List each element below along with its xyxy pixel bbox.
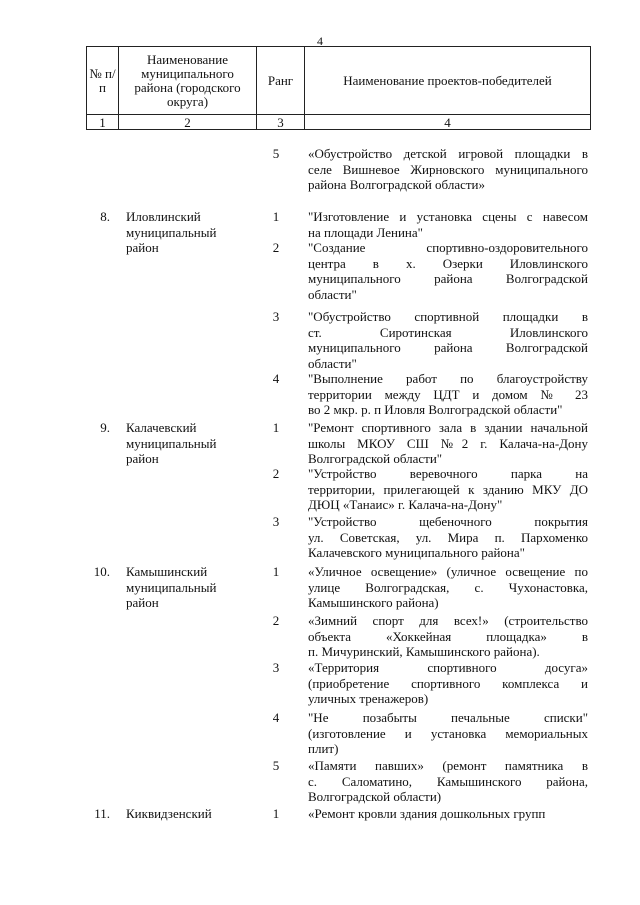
project-name <box>308 613 588 660</box>
rank-value: 1 <box>272 806 280 821</box>
project-line: с. Саломатино, Камышинского района, <box>308 773 588 789</box>
project-line: "Не позабыты печальные списки" <box>308 710 588 725</box>
project-line: «Обустройство детской игровой площадки в <box>308 146 588 161</box>
project-line: "Устройство веревочного парка на <box>308 466 588 481</box>
col-number-3: 3 <box>257 115 305 130</box>
project-line: во 2 мкр. р. п Иловля Волгоградской области" <box>308 402 563 417</box>
project-name <box>308 209 588 240</box>
project-name <box>308 660 588 707</box>
project-line: ул. Советская, ул. Мира п. Пархоменко <box>308 529 588 545</box>
rank-value: 1 <box>272 564 280 579</box>
project-name <box>308 758 588 805</box>
header-num: № п/п <box>87 47 119 115</box>
district-name: Камышинский <box>126 564 208 579</box>
project-line: (приобретение спортивного комплекса и <box>308 675 588 691</box>
header-rank: Ранг <box>257 47 305 115</box>
rank-value: 4 <box>272 371 280 386</box>
project-line: «Территория спортивного досуга» <box>308 660 588 675</box>
rank-value: 5 <box>272 146 280 161</box>
project-name <box>308 710 588 757</box>
project-line: "Изготовление и установка сцены с навесом <box>308 209 588 224</box>
rank-value: 2 <box>272 240 280 255</box>
project-name <box>308 240 588 302</box>
project-line: п. Мичуринский, Камышинского района). <box>308 644 540 659</box>
project-line: муниципального района Волгоградской <box>308 271 588 286</box>
project-line: улице Волгоградская, с. Чухонастовка, <box>308 579 588 595</box>
project-line: Камышинского района) <box>308 595 439 610</box>
project-line: «Уличное освещение» (уличное освещение по <box>308 564 588 579</box>
project-line: "Ремонт спортивного зала в здании начальной <box>308 420 588 435</box>
project-line: "Обустройство спортивной площадки в <box>308 309 588 324</box>
project-name <box>308 806 588 822</box>
project-line: уличных тренажеров) <box>308 691 429 706</box>
district-name: Иловлинский <box>126 209 201 224</box>
project-line: ДЮЦ «Танаис» г. Калача-на-Дону" <box>308 497 503 512</box>
project-line: плит) <box>308 741 339 756</box>
col-number-2: 2 <box>119 115 257 130</box>
project-line: центра в х. Озерки Иловлинского <box>308 255 588 271</box>
district-name: Калачевский <box>126 420 197 435</box>
project-line: Калачевского муниципального района" <box>308 545 525 560</box>
district-name: Киквидзенский <box>126 806 212 821</box>
project-line: (изготовление и установка мемориальных <box>308 725 588 741</box>
district-name: район <box>126 240 159 255</box>
row-number: 10. <box>93 564 110 579</box>
project-line: объекта «Хоккейная площадка» в <box>308 628 588 644</box>
rank-value: 2 <box>272 613 280 628</box>
project-name <box>308 420 588 467</box>
project-name <box>308 146 588 193</box>
project-line: "Создание спортивно-оздоровительного <box>308 240 588 255</box>
project-line: ст. Сиротинская Иловлинского <box>308 324 588 340</box>
rank-value: 3 <box>272 660 280 675</box>
rank-value: 2 <box>272 466 280 481</box>
rank-value: 3 <box>272 514 280 529</box>
header-district: Наименование муниципального района (городского округа) <box>119 47 257 115</box>
project-line: «Ремонт кровли здания дошкольных групп <box>308 806 546 821</box>
project-line: «Зимний спорт для всех!» (строительство <box>308 613 588 628</box>
project-name <box>308 514 588 561</box>
row-number: 11. <box>94 806 110 821</box>
district-name: район <box>126 451 159 466</box>
project-line: территории, прилегающей к зданию МКУ ДО <box>308 481 588 497</box>
project-line: Волгоградской области" <box>308 451 443 466</box>
rank-value: 3 <box>272 309 280 324</box>
project-name <box>308 564 588 611</box>
district-name: муниципальный <box>126 224 217 240</box>
project-line: области" <box>308 286 357 302</box>
project-line: района Волгоградской области» <box>308 177 486 192</box>
project-line: селе Вишневое Жирновского муниципального <box>308 161 588 177</box>
project-line: на площади Ленина" <box>308 224 423 240</box>
project-line: муниципального района Волгоградской <box>308 340 588 355</box>
rank-value: 1 <box>272 420 280 435</box>
project-name <box>308 466 588 513</box>
col-number-1: 1 <box>87 115 119 130</box>
project-name <box>308 309 588 371</box>
rank-value: 5 <box>272 758 280 773</box>
project-line: школы МКОУ СШ №2 г. Калача-на-Дону <box>308 435 588 451</box>
district-name: район <box>126 595 159 610</box>
project-line: области" <box>308 355 357 371</box>
col-number-4: 4 <box>305 115 591 130</box>
rank-value: 4 <box>272 710 280 725</box>
row-number: 9. <box>100 420 110 435</box>
header-projects: Наименование проектов-победителей <box>305 47 591 115</box>
district-name: муниципальный <box>126 435 217 451</box>
project-line: территории между ЦДТ и домом № 23 <box>308 386 588 402</box>
project-line: Волгоградской области) <box>308 789 442 804</box>
row-number: 8. <box>100 209 110 224</box>
project-line: «Памяти павших» (ремонт памятника в <box>308 758 588 773</box>
district-name: муниципальный <box>126 579 217 595</box>
project-line: "Выполнение работ по благоустройству <box>308 371 588 386</box>
rank-value: 1 <box>272 209 280 224</box>
project-name <box>308 371 588 418</box>
page-number: 4 <box>317 34 323 48</box>
project-line: "Устройство щебеночного покрытия <box>308 514 588 529</box>
